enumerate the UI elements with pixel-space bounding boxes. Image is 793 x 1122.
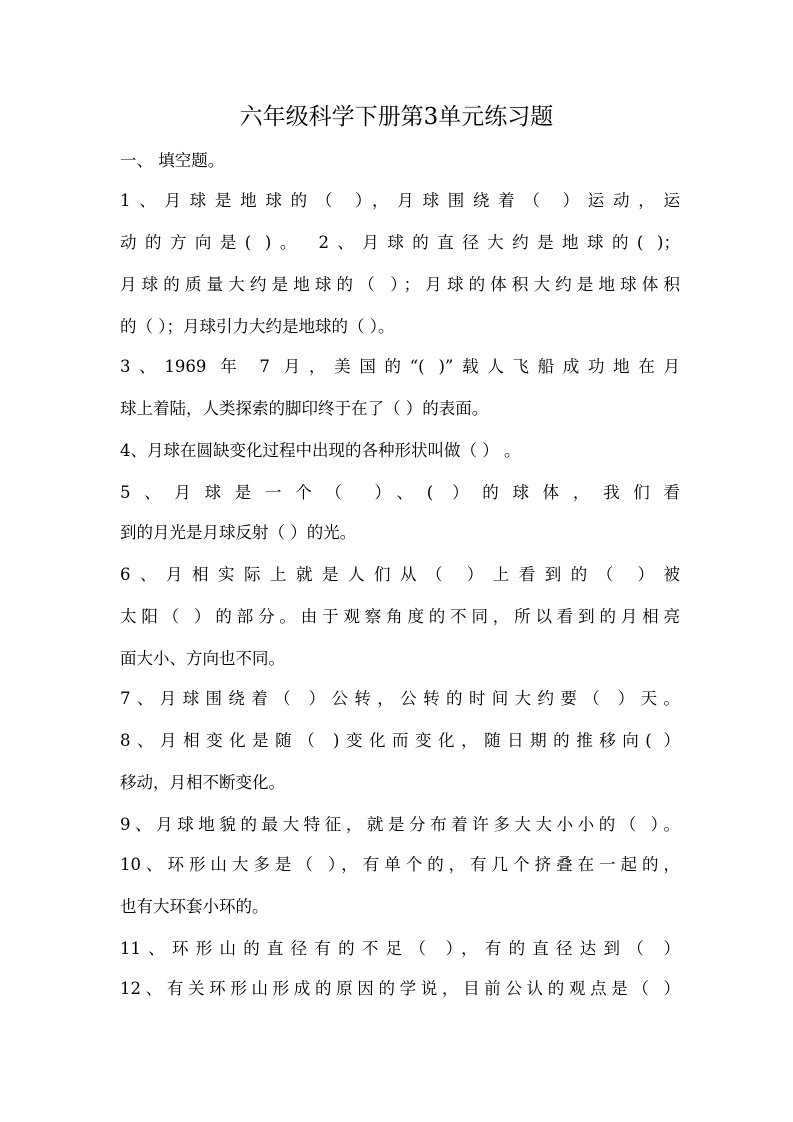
question-line: 球上着陆，人类探索的脚印终于在了（ ）的表面。 xyxy=(120,399,489,418)
question-line: 面大小、方向也不同。 xyxy=(120,649,285,668)
question-line: 5、月球是一个（ ）、( ）的球体，我们看 xyxy=(120,483,680,502)
question-line: 移动，月相不断变化。 xyxy=(120,773,285,792)
question-line: 太阳（ ）的部分。由于观察角度的不同，所以看到的月相亮 xyxy=(120,607,680,626)
section-heading: 一、 填空题。 xyxy=(120,151,225,170)
question-line: 9、月球地貌的最大特征，就是分布着许多大大小小的（ ）。 xyxy=(120,815,680,834)
question-line: 的（ ）；月球引力大约是地球的（ ）。 xyxy=(120,317,395,336)
question-line: 7、月球围绕着（ ）公转，公转的时间大约要（ ）天。 xyxy=(120,689,680,708)
question-line: 11、环形山的直径有的不足（ ），有的直径达到（ ） xyxy=(120,939,680,958)
question-line: 6、月相实际上就是人们从（ ）上看到的（ ）被 xyxy=(120,565,680,584)
question-line: 12、有关环形山形成的原因的学说，目前公认的观点是（ ） xyxy=(120,979,680,998)
page-title: 六年级科学下册第3单元练习题 xyxy=(239,104,554,130)
question-line: 动的方向是( )。 2、月球的直径大约是地球的( )； xyxy=(120,233,680,252)
question-line: 到的月光是月球反射（ ）的光。 xyxy=(120,523,357,542)
question-line: 10、环形山大多是（ ），有单个的，有几个挤叠在一起的， xyxy=(120,855,680,874)
question-line: 3、1969 年 7 月，美国的“( )”载人飞船成功地在月 xyxy=(120,357,680,376)
question-line: 8、月相变化是随（ )变化而变化，随日期的推移向( ） xyxy=(120,731,680,750)
question-line: 也有大环套小环的。 xyxy=(120,897,269,916)
question-line: 1、月球是地球的（ ），月球围绕着（ ）运动，运 xyxy=(120,191,680,210)
question-line: 4、月球在圆缺变化过程中出现的各种形状叫做（ ） 。 xyxy=(120,441,521,460)
question-line: 月球的质量大约是地球的（ ）；月球的体积大约是地球体积 xyxy=(120,275,680,294)
